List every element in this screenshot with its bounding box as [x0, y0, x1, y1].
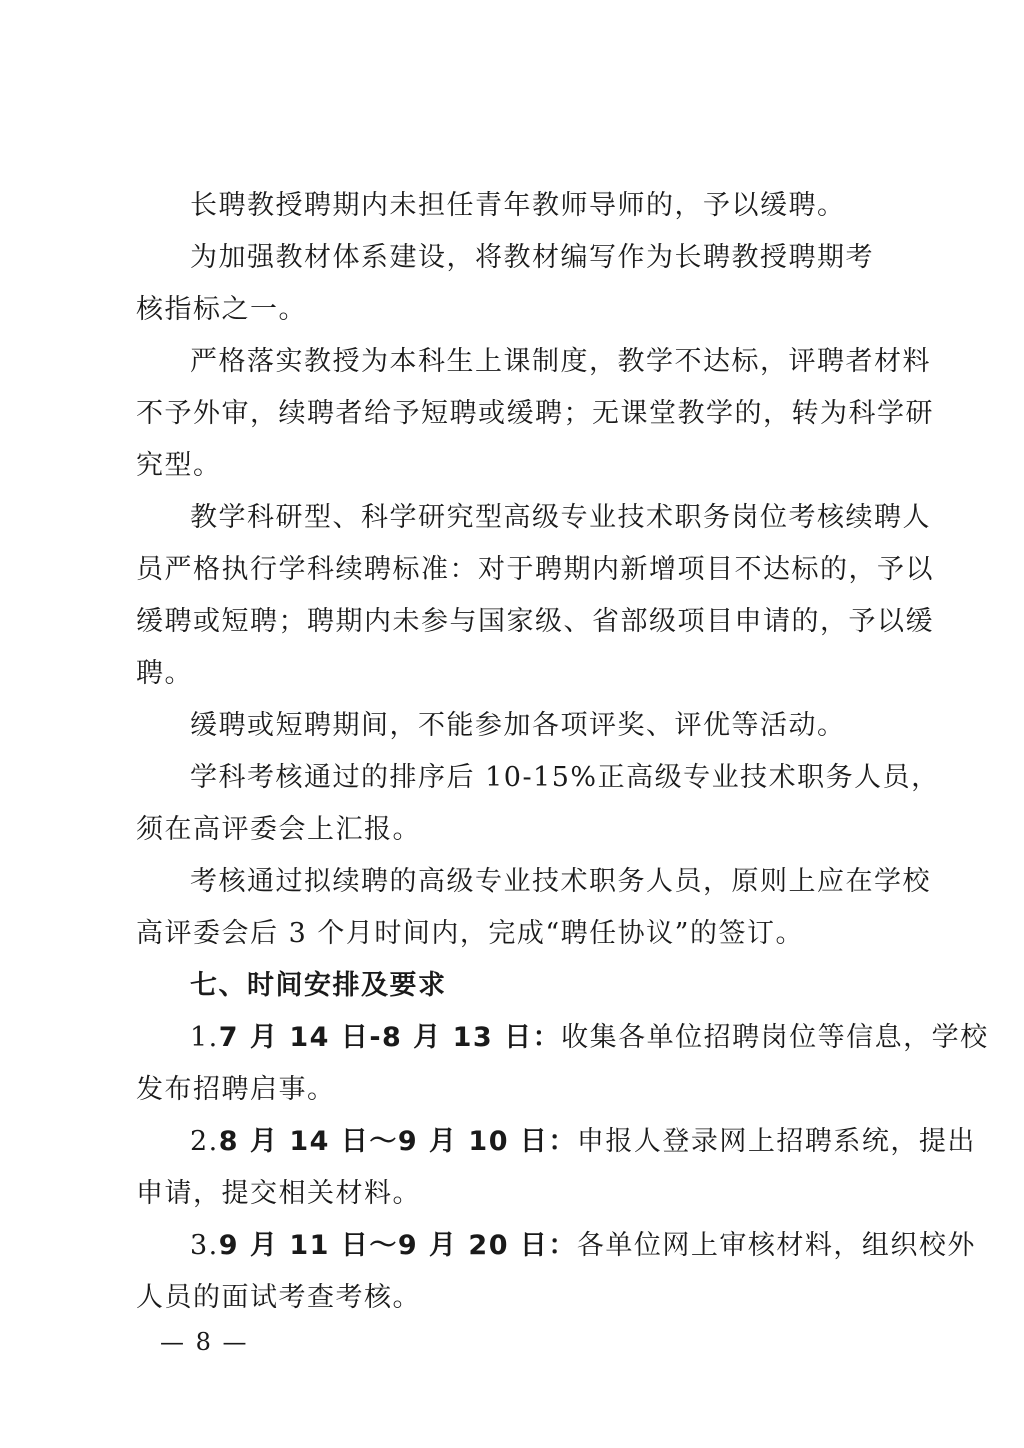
paragraph-line: 聘。: [136, 658, 193, 689]
paragraph-line: 学科考核通过的排序后 10-15%正高级专业技术职务人员，: [190, 762, 940, 793]
section-heading: 七、时间安排及要求: [190, 970, 447, 1001]
schedule-text: 各单位网上审核材料，组织校外: [576, 1230, 976, 1261]
paragraph-line: 究型。: [136, 450, 222, 481]
schedule-number: 3.: [190, 1230, 219, 1261]
paragraph-line: 缓聘或短聘；聘期内未参与国家级、省部级项目申请的，予以缓: [136, 606, 934, 637]
page-number: — 8 —: [160, 1328, 249, 1356]
schedule-item: [190, 1021, 989, 1055]
paragraph-line: 核指标之一。: [136, 294, 307, 325]
paragraph-line: 不予外审，续聘者给予短聘或缓聘；无课堂教学的，转为科学研: [136, 398, 934, 429]
paragraph-line: 长聘教授聘期内未担任青年教师导师的，予以缓聘。: [190, 190, 846, 221]
schedule-item: [190, 1229, 976, 1263]
paragraph-line: 缓聘或短聘期间，不能参加各项评奖、评优等活动。: [190, 710, 846, 741]
paragraph-line: 为加强教材体系建设，将教材编写作为长聘教授聘期考: [190, 242, 874, 273]
schedule-text: 收集各单位招聘岗位等信息，学校: [561, 1022, 989, 1053]
schedule-number: 2.: [190, 1126, 219, 1157]
schedule-text: 申报人登录网上招聘系统，提出: [576, 1126, 976, 1157]
schedule-number: 1.: [190, 1022, 219, 1053]
schedule-item-continued: 申请，提交相关材料。: [136, 1178, 421, 1209]
schedule-date: 8 月 14 日～9 月 10 日：: [218, 1126, 577, 1157]
schedule-date: 7 月 14 日-8 月 13 日：: [218, 1022, 562, 1053]
schedule-item-continued: 人员的面试考查考核。: [136, 1282, 421, 1313]
paragraph-line: 严格落实教授为本科生上课制度，教学不达标，评聘者材料: [190, 346, 931, 377]
schedule-date: 9 月 11 日～9 月 20 日：: [218, 1230, 577, 1261]
paragraph-line: 高评委会后 3 个月时间内，完成“聘任协议”的签订。: [136, 918, 804, 949]
paragraph-line: 员严格执行学科续聘标准：对于聘期内新增项目不达标的，予以: [136, 554, 934, 585]
schedule-item-continued: 发布招聘启事。: [136, 1074, 336, 1105]
paragraph-line: 考核通过拟续聘的高级专业技术职务人员，原则上应在学校: [190, 866, 931, 897]
paragraph-line: 须在高评委会上汇报。: [136, 814, 421, 845]
schedule-item: [190, 1125, 976, 1159]
paragraph-line: 教学科研型、科学研究型高级专业技术职务岗位考核续聘人: [190, 502, 931, 533]
